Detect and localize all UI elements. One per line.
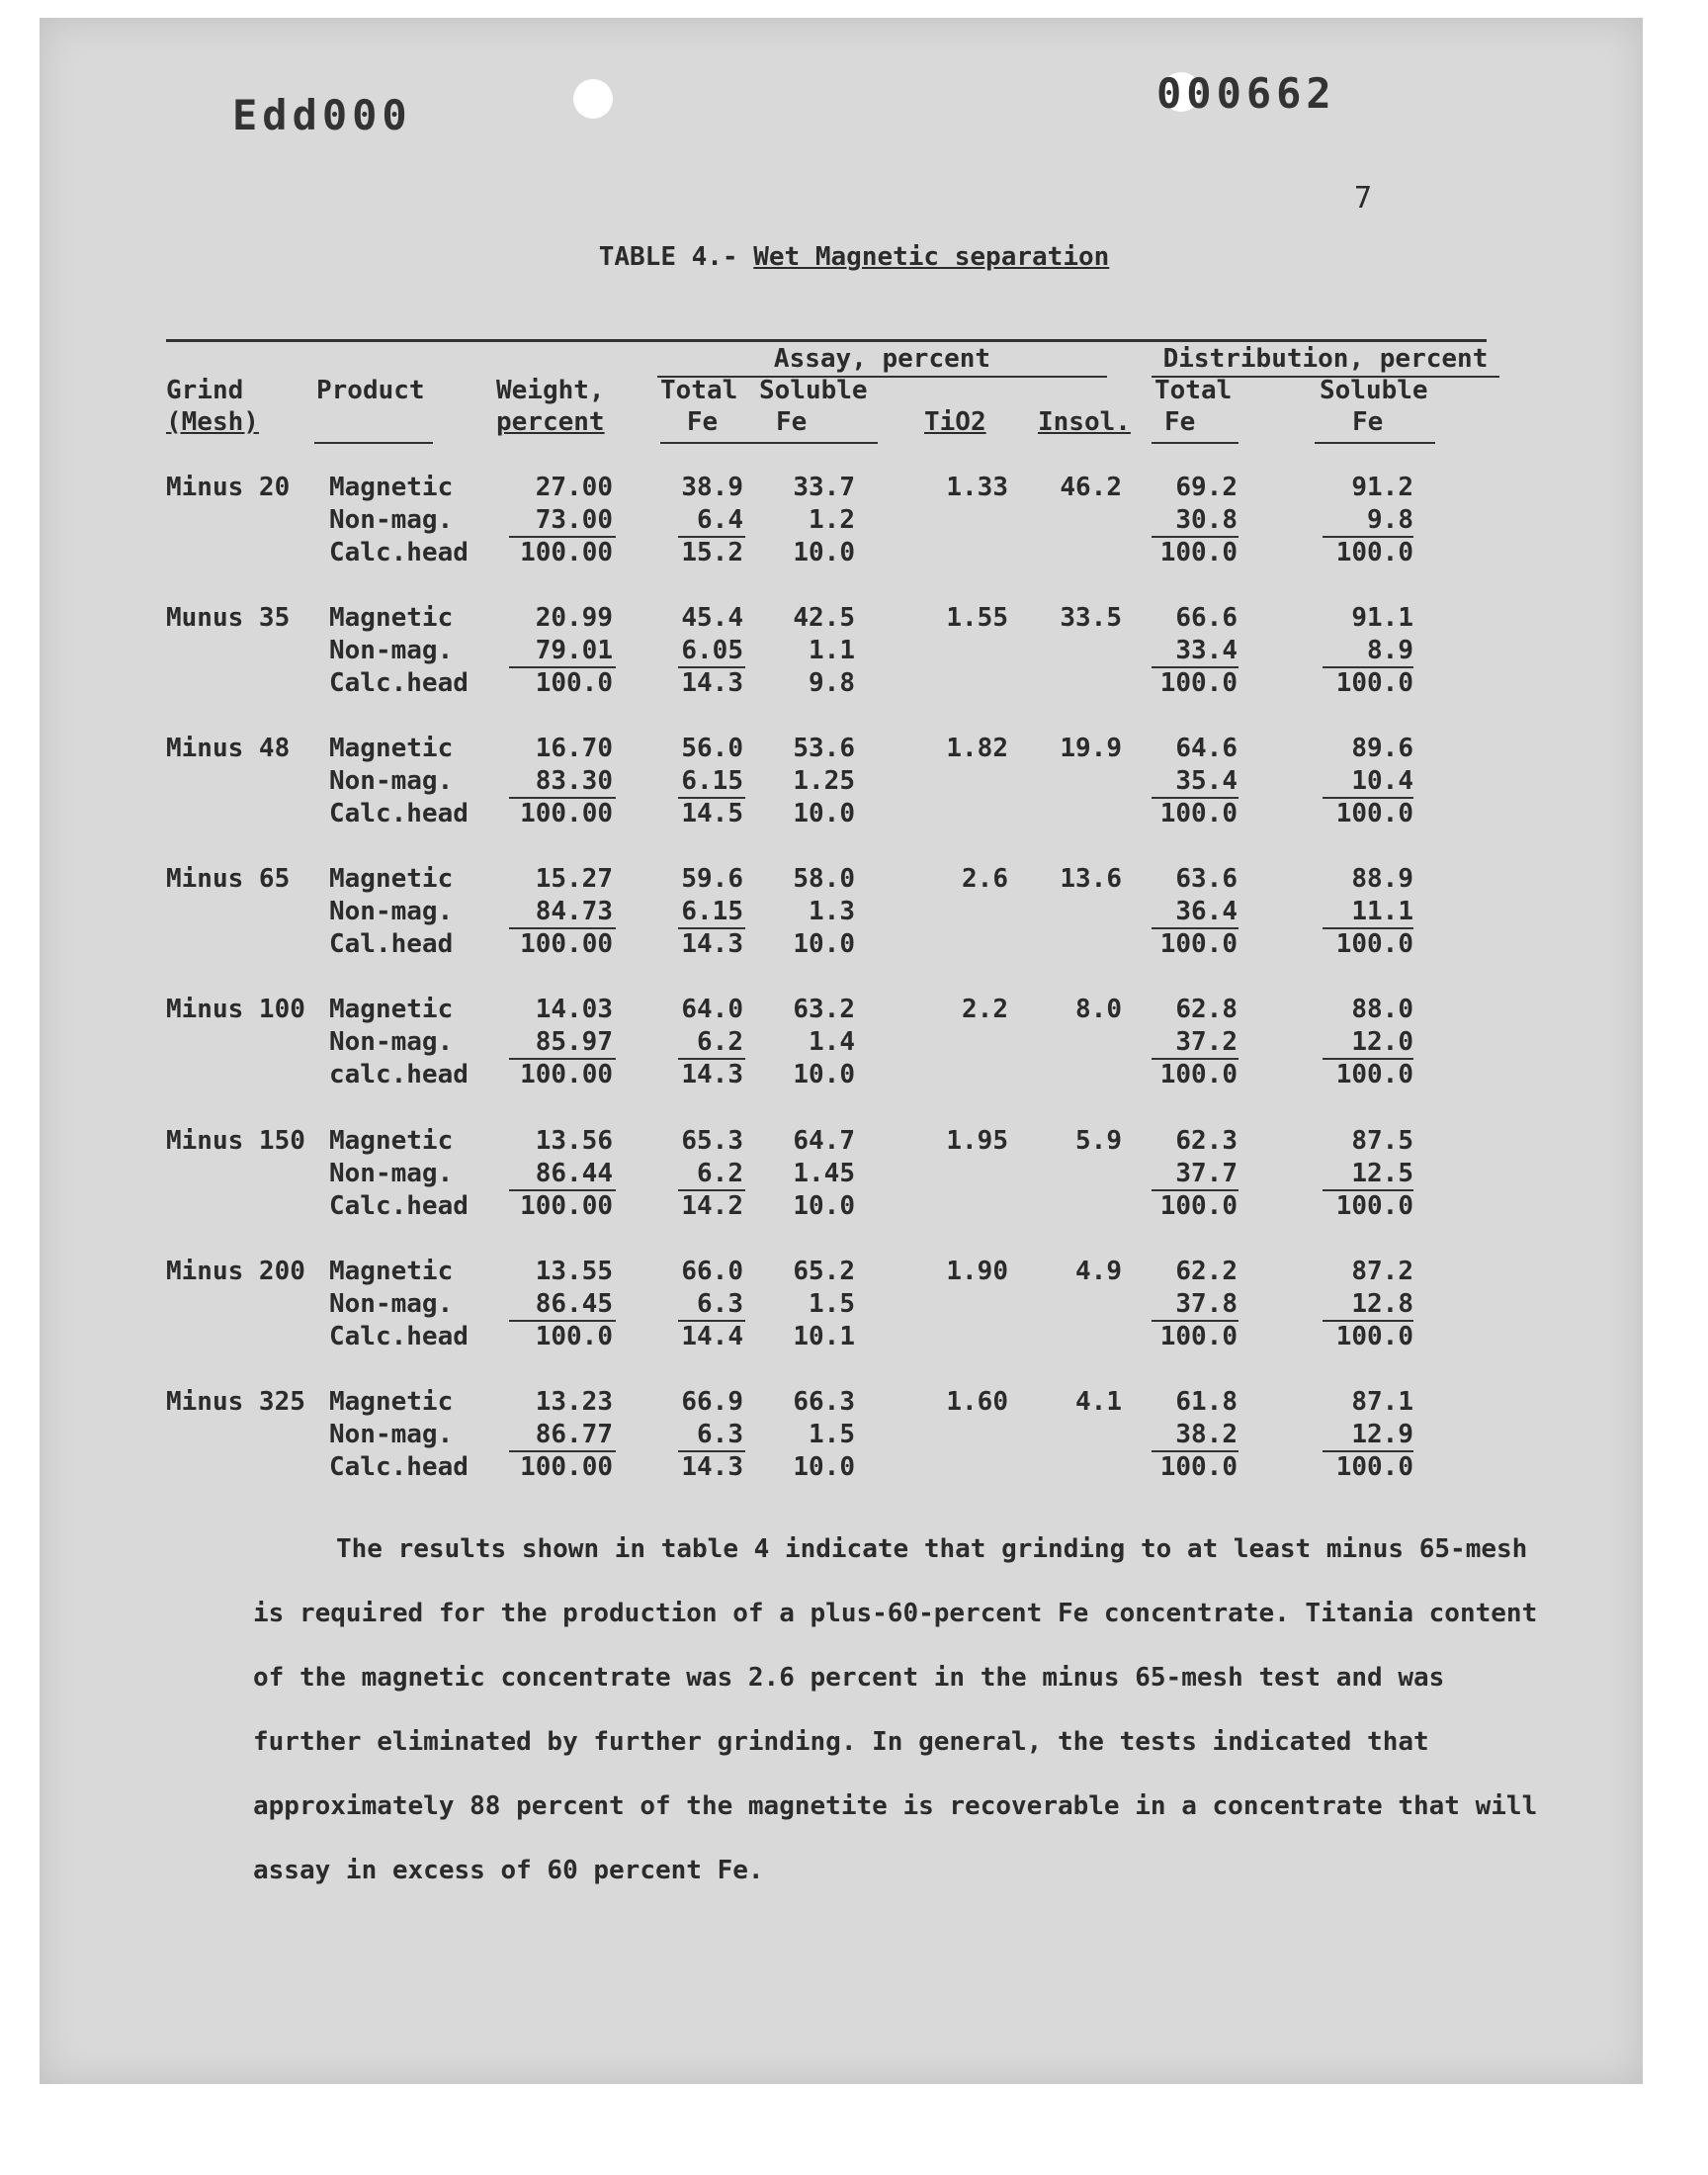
weight-cell: 100.0 [535,668,613,698]
tio2-cell: 1.82 [946,734,1008,763]
header-weight-percent: percent [496,407,605,437]
soluble-fe-cell: 10.1 [793,1322,855,1351]
dist-total-cell: 100.0 [1159,1191,1238,1221]
total-fe-cell: 6.4 [697,505,743,535]
dist-soluble-cell: 89.6 [1351,734,1413,763]
product-cell: Calc.head [329,1452,469,1482]
product-cell: Magnetic [329,864,454,894]
product-cell: Non-mag. [329,766,454,796]
total-fe-cell: 6.3 [697,1289,743,1319]
soluble-fe-cell: 10.0 [793,799,855,828]
table-title [0,242,1708,272]
soluble-fe-cell: 1.25 [793,766,855,796]
soluble-fe-cell: 10.0 [793,538,855,567]
insol-cell: 46.2 [1060,473,1122,502]
header-assay-soluble-fe: Fe [776,407,808,437]
dist-soluble-cell: 12.0 [1351,1027,1413,1057]
header-product-rule [314,442,433,444]
stamp-right: 000662 [1156,69,1336,118]
total-fe-cell: 6.05 [681,636,743,665]
dist-soluble-cell: 100.0 [1335,1191,1413,1221]
soluble-fe-cell: 1.1 [809,636,855,665]
total-fe-cell: 14.2 [681,1191,743,1221]
product-cell: Non-mag. [329,1159,454,1188]
tio2-cell: 1.60 [946,1387,1008,1417]
total-fe-sum-rule [678,666,745,668]
product-cell: Non-mag. [329,1289,454,1319]
tio2-cell: 2.6 [962,864,1008,894]
dist-soluble-cell: 100.0 [1335,1322,1413,1351]
weight-cell: 100.00 [520,538,613,567]
weight-cell: 13.56 [535,1126,613,1156]
soluble-fe-cell: 64.7 [793,1126,855,1156]
dist-soluble-sum-rule [1323,1058,1413,1060]
header-dist-soluble-fe: Fe [1352,407,1384,437]
soluble-fe-cell: 1.4 [809,1027,855,1057]
soluble-fe-cell: 53.6 [793,734,855,763]
tio2-cell: 1.33 [946,473,1008,502]
dist-soluble-cell: 12.5 [1351,1159,1413,1188]
grind-cell: Minus 200 [166,1257,305,1286]
dist-total-sum-rule [1152,536,1238,538]
weight-sum-rule [509,1189,616,1191]
dist-soluble-cell: 8.9 [1367,636,1413,665]
dist-soluble-sum-rule [1323,536,1413,538]
total-fe-cell: 6.15 [681,766,743,796]
dist-soluble-cell: 87.1 [1351,1387,1413,1417]
dist-soluble-cell: 87.5 [1351,1126,1413,1156]
header-dist-total: Total [1154,376,1233,405]
header-dist-soluble: Soluble [1320,376,1428,405]
product-cell: calc.head [329,1060,469,1089]
product-cell: Magnetic [329,1257,454,1286]
product-cell: Magnetic [329,734,454,763]
soluble-fe-cell: 63.2 [793,995,855,1024]
total-fe-cell: 14.5 [681,799,743,828]
soluble-fe-cell: 66.3 [793,1387,855,1417]
dist-total-sum-rule [1152,1189,1238,1191]
weight-cell: 79.01 [535,636,613,665]
total-fe-cell: 64.0 [681,995,743,1024]
punch-hole-left [573,79,613,119]
dist-soluble-cell: 11.1 [1351,897,1413,926]
header-assay-fe-rule [660,442,878,444]
weight-cell: 13.55 [535,1257,613,1286]
total-fe-cell: 65.3 [681,1126,743,1156]
table-title-text: Wet Magnetic separation [753,242,1110,272]
dist-total-cell: 100.0 [1159,1060,1238,1089]
weight-sum-rule [509,797,616,799]
dist-total-cell: 100.0 [1159,1452,1238,1482]
total-fe-sum-rule [678,1058,745,1060]
soluble-fe-cell: 10.0 [793,1191,855,1221]
grind-cell: Minus 100 [166,995,305,1024]
grind-cell: Minus 48 [166,734,291,763]
dist-total-cell: 61.8 [1175,1387,1238,1417]
dist-soluble-cell: 9.8 [1367,505,1413,535]
dist-total-sum-rule [1152,1058,1238,1060]
dist-total-cell: 100.0 [1159,929,1238,959]
soluble-fe-cell: 1.45 [793,1159,855,1188]
dist-total-sum-rule [1152,1450,1238,1452]
header-insol: Insol. [1038,407,1131,437]
grind-cell: Minus 20 [166,473,291,502]
product-cell: Calc.head [329,1191,469,1221]
product-cell: Magnetic [329,1126,454,1156]
soluble-fe-cell: 10.0 [793,929,855,959]
header-dist-total-fe: Fe [1164,407,1196,437]
dist-soluble-cell: 88.0 [1351,995,1413,1024]
soluble-fe-cell: 1.5 [809,1289,855,1319]
header-distribution-group: Distribution, percent [1162,344,1489,374]
dist-total-cell: 100.0 [1159,799,1238,828]
tio2-cell: 1.95 [946,1126,1008,1156]
dist-total-cell: 62.8 [1175,995,1238,1024]
total-fe-cell: 14.3 [681,1060,743,1089]
soluble-fe-cell: 65.2 [793,1257,855,1286]
header-assay-total-fe: Fe [686,407,719,437]
weight-cell: 86.45 [535,1289,613,1319]
header-tio2: TiO2 [924,407,986,437]
weight-sum-rule [509,536,616,538]
weight-cell: 15.27 [535,864,613,894]
product-cell: Magnetic [329,473,454,502]
product-cell: Calc.head [329,538,469,567]
dist-soluble-sum-rule [1323,666,1413,668]
dist-total-sum-rule [1152,1320,1238,1322]
weight-sum-rule [509,1058,616,1060]
total-fe-cell: 6.15 [681,897,743,926]
insol-cell: 4.9 [1075,1257,1122,1286]
total-fe-cell: 14.3 [681,929,743,959]
dist-total-cell: 37.8 [1175,1289,1238,1319]
dist-soluble-cell: 100.0 [1335,668,1413,698]
soluble-fe-cell: 58.0 [793,864,855,894]
dist-soluble-cell: 88.9 [1351,864,1413,894]
total-fe-cell: 59.6 [681,864,743,894]
paragraph-text: The results shown in table 4 indicate that grinding to at least minus 65-mesh is required for the production of a plus-60-percent Fe concentrate. Titania content of the magnetic concentrate was 2.6 percent in the minus 65-mesh test and was further eliminated by further grinding. In general, the tests indicated that approximately 88 percent of the magnetite is recoverable in a concentrate that will assay in excess of 60 percent Fe. [253,1534,1538,1885]
insol-cell: 19.9 [1060,734,1122,763]
weight-cell: 100.0 [535,1322,613,1351]
page-number: 7 [1354,181,1373,216]
dist-total-cell: 37.2 [1175,1027,1238,1057]
dist-total-cell: 63.6 [1175,864,1238,894]
product-cell: Cal.head [329,929,454,959]
header-dist-soluble-rule [1315,442,1435,444]
total-fe-cell: 6.3 [697,1420,743,1449]
table-top-rule [166,339,1487,342]
header-dist-total-rule [1152,442,1238,444]
soluble-fe-cell: 10.0 [793,1060,855,1089]
header-product: Product [316,376,425,405]
insol-cell: 8.0 [1075,995,1122,1024]
total-fe-cell: 45.4 [681,603,743,633]
dist-soluble-sum-rule [1323,797,1413,799]
product-cell: Non-mag. [329,1027,454,1057]
weight-sum-rule [509,666,616,668]
dist-soluble-cell: 91.2 [1351,473,1413,502]
dist-total-cell: 30.8 [1175,505,1238,535]
weight-cell: 100.00 [520,1191,613,1221]
total-fe-sum-rule [678,1320,745,1322]
product-cell: Non-mag. [329,505,454,535]
dist-total-sum-rule [1152,927,1238,929]
product-cell: Calc.head [329,799,469,828]
weight-cell: 20.99 [535,603,613,633]
weight-cell: 83.30 [535,766,613,796]
grind-cell: Minus 325 [166,1387,305,1417]
dist-soluble-cell: 100.0 [1335,799,1413,828]
dist-total-cell: 69.2 [1175,473,1238,502]
weight-sum-rule [509,927,616,929]
dist-total-cell: 64.6 [1175,734,1238,763]
header-assay-group: Assay, percent [773,344,991,374]
grind-cell: Minus 65 [166,864,291,894]
total-fe-sum-rule [678,536,745,538]
total-fe-cell: 38.9 [681,473,743,502]
weight-sum-rule [509,1450,616,1452]
weight-cell: 85.97 [535,1027,613,1057]
dist-soluble-cell: 12.8 [1351,1289,1413,1319]
total-fe-cell: 14.4 [681,1322,743,1351]
weight-cell: 100.00 [520,929,613,959]
weight-cell: 86.44 [535,1159,613,1188]
dist-soluble-cell: 91.1 [1351,603,1413,633]
dist-soluble-cell: 100.0 [1335,538,1413,567]
soluble-fe-cell: 42.5 [793,603,855,633]
total-fe-cell: 14.3 [681,1452,743,1482]
weight-cell: 84.73 [535,897,613,926]
dist-soluble-cell: 100.0 [1335,1452,1413,1482]
dist-total-sum-rule [1152,797,1238,799]
dist-soluble-sum-rule [1323,927,1413,929]
product-cell: Magnetic [329,603,454,633]
total-fe-cell: 6.2 [697,1159,743,1188]
dist-total-cell: 100.0 [1159,668,1238,698]
product-cell: Magnetic [329,1387,454,1417]
header-assay-total: Total [660,376,738,405]
weight-cell: 100.00 [520,1060,613,1089]
soluble-fe-cell: 1.2 [809,505,855,535]
total-fe-cell: 66.0 [681,1257,743,1286]
product-cell: Magnetic [329,995,454,1024]
dist-total-cell: 33.4 [1175,636,1238,665]
soluble-fe-cell: 1.3 [809,897,855,926]
dist-total-cell: 100.0 [1159,538,1238,567]
header-assay-soluble: Soluble [759,376,868,405]
soluble-fe-cell: 1.5 [809,1420,855,1449]
weight-cell: 100.00 [520,799,613,828]
dist-soluble-cell: 12.9 [1351,1420,1413,1449]
dist-total-cell: 62.3 [1175,1126,1238,1156]
dist-total-cell: 35.4 [1175,766,1238,796]
weight-sum-rule [509,1320,616,1322]
dist-total-cell: 100.0 [1159,1322,1238,1351]
grind-cell: Munus 35 [166,603,291,633]
total-fe-sum-rule [678,1189,745,1191]
total-fe-cell: 6.2 [697,1027,743,1057]
dist-total-cell: 66.6 [1175,603,1238,633]
total-fe-sum-rule [678,1450,745,1452]
total-fe-cell: 15.2 [681,538,743,567]
insol-cell: 5.9 [1075,1126,1122,1156]
total-fe-cell: 66.9 [681,1387,743,1417]
soluble-fe-cell: 10.0 [793,1452,855,1482]
body-paragraph [253,1518,1538,1903]
product-cell: Non-mag. [329,636,454,665]
header-weight: Weight, [496,376,605,405]
dist-soluble-cell: 10.4 [1351,766,1413,796]
soluble-fe-cell: 9.8 [809,668,855,698]
dist-total-cell: 37.7 [1175,1159,1238,1188]
weight-cell: 73.00 [535,505,613,535]
table-title-prefix: TABLE 4.- [598,242,738,272]
header-grind: Grind [166,376,244,405]
total-fe-cell: 14.3 [681,668,743,698]
soluble-fe-cell: 33.7 [793,473,855,502]
tio2-cell: 1.55 [946,603,1008,633]
total-fe-sum-rule [678,927,745,929]
weight-cell: 13.23 [535,1387,613,1417]
dist-total-cell: 62.2 [1175,1257,1238,1286]
total-fe-cell: 56.0 [681,734,743,763]
weight-cell: 16.70 [535,734,613,763]
dist-total-cell: 36.4 [1175,897,1238,926]
product-cell: Non-mag. [329,897,454,926]
tio2-cell: 2.2 [962,995,1008,1024]
product-cell: Non-mag. [329,1420,454,1449]
weight-cell: 14.03 [535,995,613,1024]
dist-soluble-cell: 100.0 [1335,929,1413,959]
dist-soluble-cell: 87.2 [1351,1257,1413,1286]
dist-soluble-sum-rule [1323,1450,1413,1452]
product-cell: Calc.head [329,1322,469,1351]
dist-soluble-sum-rule [1323,1189,1413,1191]
dist-soluble-sum-rule [1323,1320,1413,1322]
insol-cell: 13.6 [1060,864,1122,894]
tio2-cell: 1.90 [946,1257,1008,1286]
weight-cell: 86.77 [535,1420,613,1449]
header-mesh: (Mesh) [166,407,259,437]
dist-soluble-cell: 100.0 [1335,1060,1413,1089]
stamp-left: Edd000 [232,91,412,139]
insol-cell: 4.1 [1075,1387,1122,1417]
product-cell: Calc.head [329,668,469,698]
dist-total-cell: 38.2 [1175,1420,1238,1449]
dist-total-sum-rule [1152,666,1238,668]
total-fe-sum-rule [678,797,745,799]
grind-cell: Minus 150 [166,1126,305,1156]
weight-cell: 27.00 [535,473,613,502]
insol-cell: 33.5 [1060,603,1122,633]
weight-cell: 100.00 [520,1452,613,1482]
